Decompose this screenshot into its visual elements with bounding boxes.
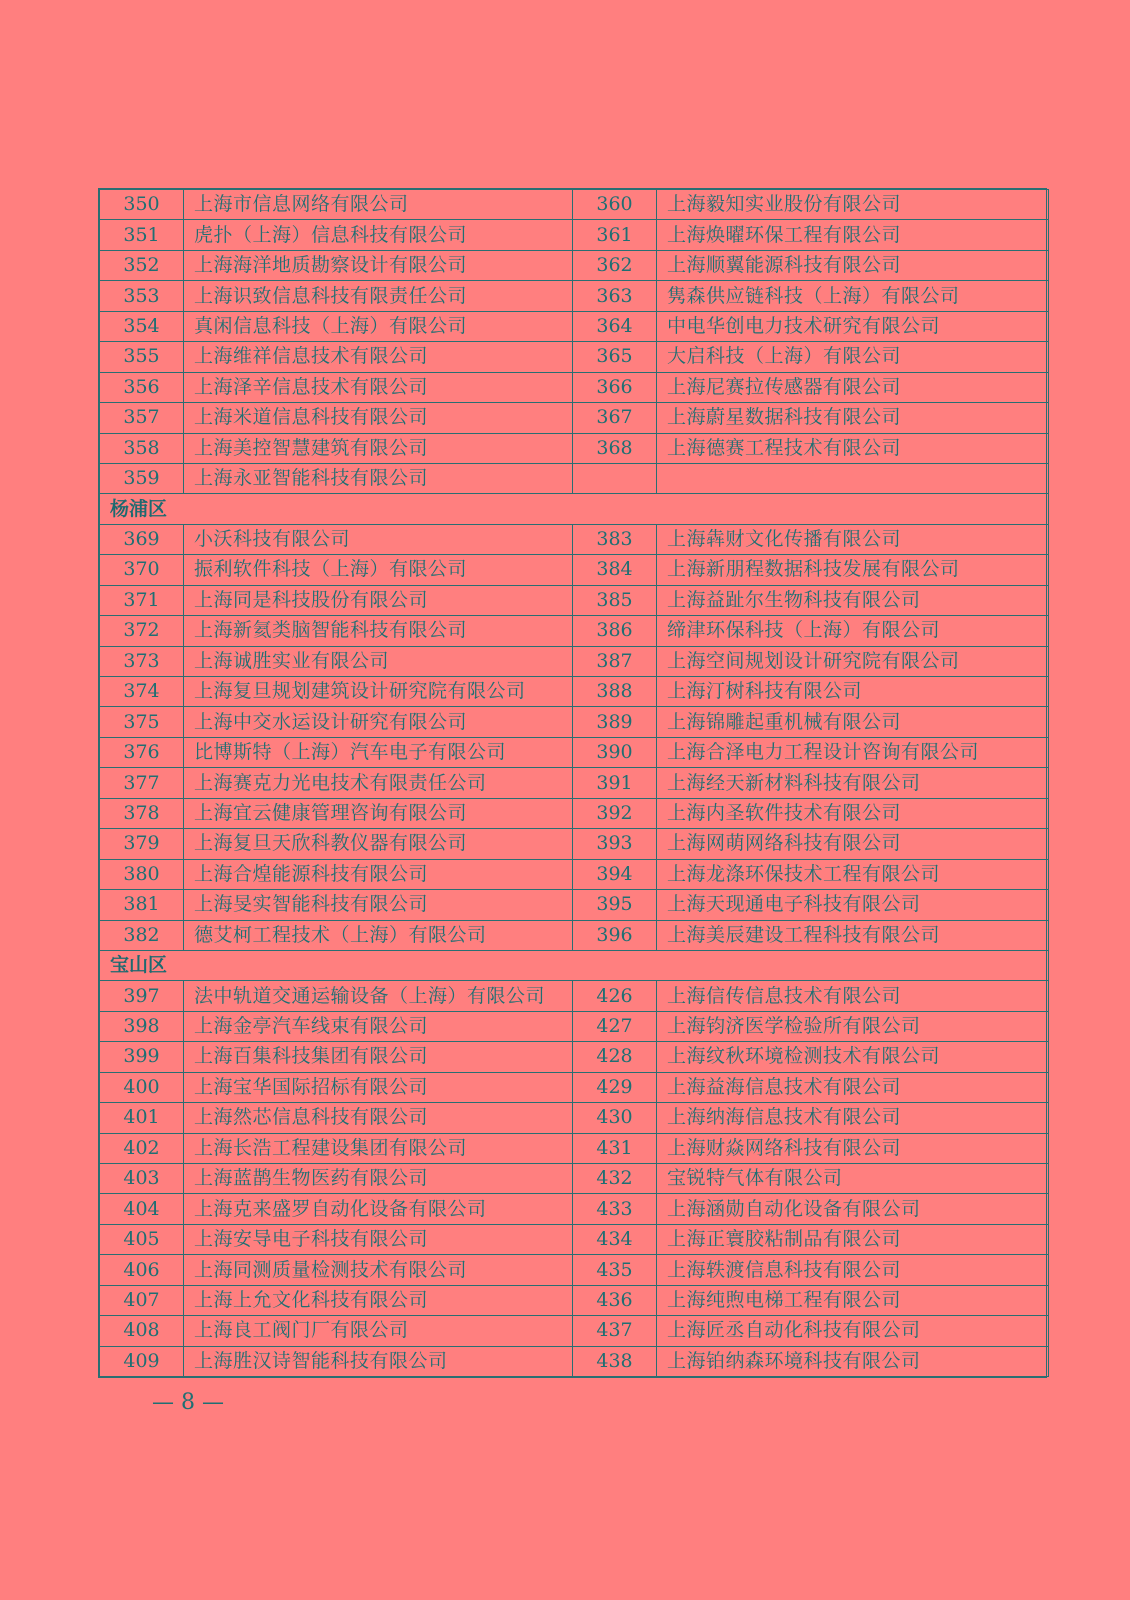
table-row bbox=[100, 220, 1049, 250]
table-row bbox=[100, 1346, 1049, 1376]
row-number: 364 bbox=[573, 311, 657, 341]
row-number: 436 bbox=[573, 1285, 657, 1315]
company-name: 上海信传信息技术有限公司 bbox=[657, 981, 1049, 1011]
row-number: 370 bbox=[100, 555, 184, 585]
row-number: 354 bbox=[100, 311, 184, 341]
table-row bbox=[100, 250, 1049, 280]
company-name: 上海益趾尔生物科技有限公司 bbox=[657, 585, 1049, 615]
row-number: 374 bbox=[100, 677, 184, 707]
row-number: 362 bbox=[573, 250, 657, 280]
company-name: 上海蓝鹊生物医药有限公司 bbox=[184, 1164, 573, 1194]
row-number: 407 bbox=[100, 1285, 184, 1315]
company-name: 振利软件科技（上海）有限公司 bbox=[184, 555, 573, 585]
company-name: 上海中交水运设计研究有限公司 bbox=[184, 707, 573, 737]
table-row bbox=[100, 524, 1049, 554]
table-row bbox=[100, 1042, 1049, 1072]
company-name: 上海复旦天欣科教仪器有限公司 bbox=[184, 829, 573, 859]
row-number: 361 bbox=[573, 220, 657, 250]
company-name: 上海纳海信息技术有限公司 bbox=[657, 1103, 1049, 1133]
row-number: 428 bbox=[573, 1042, 657, 1072]
table-body bbox=[100, 190, 1049, 1377]
company-name: 中电华创电力技术研究有限公司 bbox=[657, 311, 1049, 341]
company-list-table bbox=[98, 188, 1047, 1378]
company-name: 上海钧济医学检验所有限公司 bbox=[657, 1011, 1049, 1041]
company-name: 上海德赛工程技术有限公司 bbox=[657, 433, 1049, 463]
table-row bbox=[100, 1194, 1049, 1224]
company-name: 德艾柯工程技术（上海）有限公司 bbox=[184, 920, 573, 950]
row-number: 397 bbox=[100, 981, 184, 1011]
company-name: 法中轨道交通运输设备（上海）有限公司 bbox=[184, 981, 573, 1011]
row-number: 404 bbox=[100, 1194, 184, 1224]
row-number: 427 bbox=[573, 1011, 657, 1041]
row-number: 378 bbox=[100, 798, 184, 828]
row-number: 432 bbox=[573, 1164, 657, 1194]
company-name: 上海犇财文化传播有限公司 bbox=[657, 524, 1049, 554]
company-name: 上海宝华国际招标有限公司 bbox=[184, 1072, 573, 1102]
row-number: 426 bbox=[573, 981, 657, 1011]
company-name: 上海赛克力光电技术有限责任公司 bbox=[184, 768, 573, 798]
row-number: 382 bbox=[100, 920, 184, 950]
table-row bbox=[100, 403, 1049, 433]
company-name: 上海克来盛罗自动化设备有限公司 bbox=[184, 1194, 573, 1224]
row-number: 386 bbox=[573, 616, 657, 646]
row-number: 351 bbox=[100, 220, 184, 250]
company-name: 上海泽辛信息技术有限公司 bbox=[184, 372, 573, 402]
company-name: 上海尼赛拉传感器有限公司 bbox=[657, 372, 1049, 402]
company-name: 缔津环保科技（上海）有限公司 bbox=[657, 616, 1049, 646]
company-name: 上海诚胜实业有限公司 bbox=[184, 646, 573, 676]
table-row bbox=[100, 585, 1049, 615]
table-row bbox=[100, 463, 1049, 493]
company-name: 上海市信息网络有限公司 bbox=[184, 190, 573, 220]
row-number: 357 bbox=[100, 403, 184, 433]
row-number: 438 bbox=[573, 1346, 657, 1376]
company-name: 上海然芯信息科技有限公司 bbox=[184, 1103, 573, 1133]
company-name: 上海百集科技集团有限公司 bbox=[184, 1042, 573, 1072]
row-number: 375 bbox=[100, 707, 184, 737]
row-number: 358 bbox=[100, 433, 184, 463]
company-name: 上海财焱网络科技有限公司 bbox=[657, 1133, 1049, 1163]
table-row bbox=[100, 1224, 1049, 1254]
row-number: 433 bbox=[573, 1194, 657, 1224]
district-name: 宝山区 bbox=[100, 950, 1049, 980]
company-name: 上海匠丞自动化科技有限公司 bbox=[657, 1316, 1049, 1346]
company-name: 大启科技（上海）有限公司 bbox=[657, 342, 1049, 372]
row-number bbox=[573, 463, 657, 493]
company-name: 上海美控智慧建筑有限公司 bbox=[184, 433, 573, 463]
row-number: 430 bbox=[573, 1103, 657, 1133]
row-number: 393 bbox=[573, 829, 657, 859]
row-number: 431 bbox=[573, 1133, 657, 1163]
company-name: 上海涵勋自动化设备有限公司 bbox=[657, 1194, 1049, 1224]
row-number: 369 bbox=[100, 524, 184, 554]
company-name: 上海长浩工程建设集团有限公司 bbox=[184, 1133, 573, 1163]
table-row bbox=[100, 311, 1049, 341]
company-name: 上海良工阀门厂有限公司 bbox=[184, 1316, 573, 1346]
row-number: 384 bbox=[573, 555, 657, 585]
row-number: 363 bbox=[573, 281, 657, 311]
row-number: 367 bbox=[573, 403, 657, 433]
row-number: 353 bbox=[100, 281, 184, 311]
row-number: 356 bbox=[100, 372, 184, 402]
company-name: 隽森供应链科技（上海）有限公司 bbox=[657, 281, 1049, 311]
table-row bbox=[100, 981, 1049, 1011]
table-row bbox=[100, 555, 1049, 585]
company-name: 上海空间规划设计研究院有限公司 bbox=[657, 646, 1049, 676]
row-number: 435 bbox=[573, 1255, 657, 1285]
table-row bbox=[100, 433, 1049, 463]
company-name: 上海安导电子科技有限公司 bbox=[184, 1224, 573, 1254]
row-number: 392 bbox=[573, 798, 657, 828]
row-number: 398 bbox=[100, 1011, 184, 1041]
company-name: 上海新朋程数据科技发展有限公司 bbox=[657, 555, 1049, 585]
page-number: — 8 — bbox=[152, 1390, 224, 1415]
row-number: 399 bbox=[100, 1042, 184, 1072]
company-name: 上海合泽电力工程设计咨询有限公司 bbox=[657, 737, 1049, 767]
company-name: 上海天现通电子科技有限公司 bbox=[657, 890, 1049, 920]
table-row bbox=[100, 646, 1049, 676]
table-row bbox=[100, 707, 1049, 737]
company-name: 上海益海信息技术有限公司 bbox=[657, 1072, 1049, 1102]
row-number: 355 bbox=[100, 342, 184, 372]
company-name: 上海上允文化科技有限公司 bbox=[184, 1285, 573, 1315]
company-name: 上海永亚智能科技有限公司 bbox=[184, 463, 573, 493]
company-name: 宝锐特气体有限公司 bbox=[657, 1164, 1049, 1194]
company-name: 上海金亭汽车线束有限公司 bbox=[184, 1011, 573, 1041]
table-row bbox=[100, 1285, 1049, 1315]
row-number: 385 bbox=[573, 585, 657, 615]
table-row bbox=[100, 190, 1049, 220]
company-name: 比博斯特（上海）汽车电子有限公司 bbox=[184, 737, 573, 767]
district-header-row bbox=[100, 950, 1049, 980]
row-number: 350 bbox=[100, 190, 184, 220]
row-number: 405 bbox=[100, 1224, 184, 1254]
table-row bbox=[100, 1133, 1049, 1163]
table-row bbox=[100, 1255, 1049, 1285]
company-name: 上海同是科技股份有限公司 bbox=[184, 585, 573, 615]
row-number: 373 bbox=[100, 646, 184, 676]
company-name: 上海经天新材料科技有限公司 bbox=[657, 768, 1049, 798]
row-number: 391 bbox=[573, 768, 657, 798]
district-name: 杨浦区 bbox=[100, 494, 1049, 524]
row-number: 381 bbox=[100, 890, 184, 920]
company-name: 上海内圣软件技术有限公司 bbox=[657, 798, 1049, 828]
company-name: 上海米道信息科技有限公司 bbox=[184, 403, 573, 433]
row-number: 372 bbox=[100, 616, 184, 646]
row-number: 387 bbox=[573, 646, 657, 676]
row-number: 429 bbox=[573, 1072, 657, 1102]
table-row bbox=[100, 1164, 1049, 1194]
row-number: 409 bbox=[100, 1346, 184, 1376]
table-row bbox=[100, 372, 1049, 402]
row-number: 377 bbox=[100, 768, 184, 798]
row-number: 403 bbox=[100, 1164, 184, 1194]
row-number: 380 bbox=[100, 859, 184, 889]
row-number: 388 bbox=[573, 677, 657, 707]
table-row bbox=[100, 768, 1049, 798]
row-number: 434 bbox=[573, 1224, 657, 1254]
table-row bbox=[100, 829, 1049, 859]
row-number: 394 bbox=[573, 859, 657, 889]
company-name bbox=[657, 463, 1049, 493]
row-number: 389 bbox=[573, 707, 657, 737]
row-number: 359 bbox=[100, 463, 184, 493]
company-name: 上海新氦类脑智能科技有限公司 bbox=[184, 616, 573, 646]
table-row bbox=[100, 798, 1049, 828]
company-name: 上海汀树科技有限公司 bbox=[657, 677, 1049, 707]
table-row bbox=[100, 281, 1049, 311]
row-number: 371 bbox=[100, 585, 184, 615]
row-number: 360 bbox=[573, 190, 657, 220]
row-number: 383 bbox=[573, 524, 657, 554]
company-name: 上海龙涤环保技术工程有限公司 bbox=[657, 859, 1049, 889]
company-name: 上海海洋地质勘察设计有限公司 bbox=[184, 250, 573, 280]
table-row bbox=[100, 677, 1049, 707]
district-header-row bbox=[100, 494, 1049, 524]
company-name: 上海合煌能源科技有限公司 bbox=[184, 859, 573, 889]
row-number: 400 bbox=[100, 1072, 184, 1102]
company-name: 上海旻实智能科技有限公司 bbox=[184, 890, 573, 920]
company-name: 上海维祥信息技术有限公司 bbox=[184, 342, 573, 372]
table-row bbox=[100, 1103, 1049, 1133]
company-name: 上海网萌网络科技有限公司 bbox=[657, 829, 1049, 859]
company-name: 虎扑（上海）信息科技有限公司 bbox=[184, 220, 573, 250]
row-number: 368 bbox=[573, 433, 657, 463]
table-row bbox=[100, 1011, 1049, 1041]
company-name: 上海纹秋环境检测技术有限公司 bbox=[657, 1042, 1049, 1072]
company-name: 真闲信息科技（上海）有限公司 bbox=[184, 311, 573, 341]
company-name: 上海美辰建设工程科技有限公司 bbox=[657, 920, 1049, 950]
company-name: 上海锦雕起重机械有限公司 bbox=[657, 707, 1049, 737]
row-number: 390 bbox=[573, 737, 657, 767]
row-number: 406 bbox=[100, 1255, 184, 1285]
row-number: 379 bbox=[100, 829, 184, 859]
company-name: 小沃科技有限公司 bbox=[184, 524, 573, 554]
company-name: 上海胜汉诗智能科技有限公司 bbox=[184, 1346, 573, 1376]
row-number: 352 bbox=[100, 250, 184, 280]
row-number: 401 bbox=[100, 1103, 184, 1133]
company-name: 上海同测质量检测技术有限公司 bbox=[184, 1255, 573, 1285]
company-name: 上海复旦规划建筑设计研究院有限公司 bbox=[184, 677, 573, 707]
row-number: 376 bbox=[100, 737, 184, 767]
row-number: 396 bbox=[573, 920, 657, 950]
company-name: 上海正寰胶粘制品有限公司 bbox=[657, 1224, 1049, 1254]
company-name: 上海焕曜环保工程有限公司 bbox=[657, 220, 1049, 250]
company-name: 上海轶渡信息科技有限公司 bbox=[657, 1255, 1049, 1285]
row-number: 366 bbox=[573, 372, 657, 402]
table-row bbox=[100, 890, 1049, 920]
company-name: 上海宜云健康管理咨询有限公司 bbox=[184, 798, 573, 828]
company-name: 上海纯煦电梯工程有限公司 bbox=[657, 1285, 1049, 1315]
table-row bbox=[100, 859, 1049, 889]
table-row bbox=[100, 1316, 1049, 1346]
row-number: 408 bbox=[100, 1316, 184, 1346]
table-row bbox=[100, 616, 1049, 646]
row-number: 402 bbox=[100, 1133, 184, 1163]
row-number: 365 bbox=[573, 342, 657, 372]
table-row bbox=[100, 920, 1049, 950]
row-number: 395 bbox=[573, 890, 657, 920]
company-name: 上海顺翼能源科技有限公司 bbox=[657, 250, 1049, 280]
company-name: 上海识致信息科技有限责任公司 bbox=[184, 281, 573, 311]
table-row bbox=[100, 342, 1049, 372]
company-name: 上海铂纳森环境科技有限公司 bbox=[657, 1346, 1049, 1376]
company-name: 上海毅知实业股份有限公司 bbox=[657, 190, 1049, 220]
table-row bbox=[100, 1072, 1049, 1102]
row-number: 437 bbox=[573, 1316, 657, 1346]
company-name: 上海蔚星数据科技有限公司 bbox=[657, 403, 1049, 433]
table-row bbox=[100, 737, 1049, 767]
